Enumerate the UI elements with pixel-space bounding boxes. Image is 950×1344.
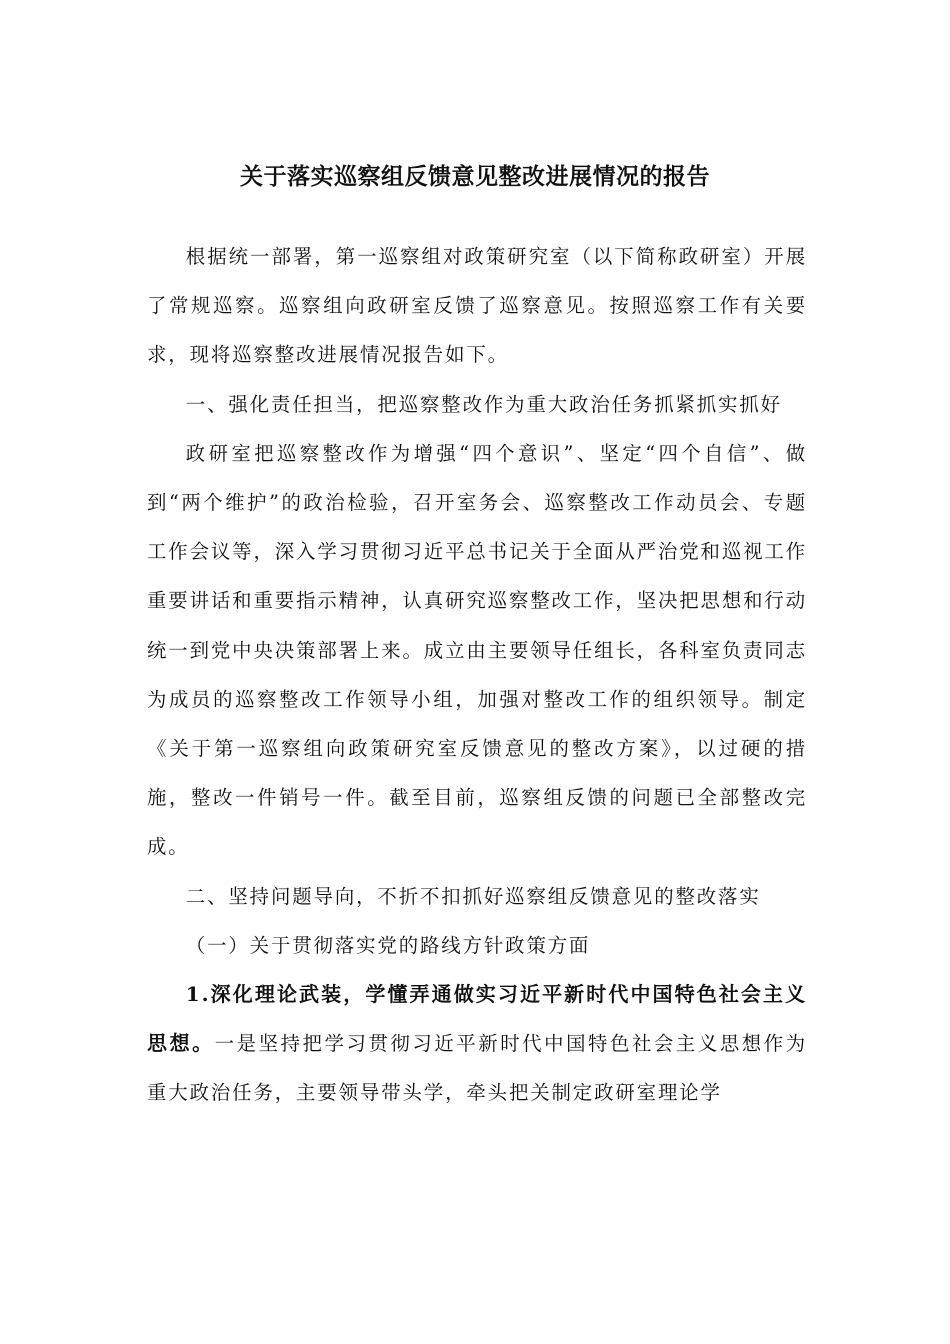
document-title: 关于落实巡察组反馈意见整改进展情况的报告 (240, 163, 710, 190)
paragraph-section-1: 政研室把巡察整改作为增强“四个意识”、坚定“四个自信”、做到“两个维护”的政治检验，召开室务会、巡察整改工作动员会、专题工作会议等，深入学习贯彻习近平总书记关于全面从严治党和巡视工作重要讲话和重要指示精神，认真研究巡察整改工作，坚决把思想和行动统一到党中央决策部署上来。成立由主要领导任组长，各科室负责同志为成员的巡察整改工作领导小组，加强对整改工作的组织领导。制定《关于第一巡察组向政策研究室反馈意见的整改方案》，以过硬的措施，整改一件销号一件。截至目前，巡察组反馈的问题已全部整改完成。 (147, 441, 808, 859)
paragraph-item-1 (147, 970, 807, 1118)
heading-section-2: 二、坚持问题导向，不折不扣抓好巡察组反馈意见的整改落实 (185, 884, 761, 908)
item-1-text: 一是坚持把学习贯彻习近平新时代中国特色社会主义思想作为重大政治任务，主要领导带头学，牵头把关制定政研室理论学 (147, 1032, 807, 1105)
item-1-bold-lead: 1.深化理论武装，学懂弄通做实习近平新时代中国特色社会主义思想。 (147, 982, 807, 1056)
document-body (147, 232, 807, 1118)
subheading-1: （一）关于贯彻落实党的路线方针政策方面 (185, 933, 591, 957)
paragraph-intro: 根据统一部署，第一巡察组对政策研究室（以下简称政研室）开展了常规巡察。巡察组向政研室反馈了巡察意见。按照巡察工作有关要求，现将巡察整改进展情况报告如下。 (147, 245, 807, 367)
heading-section-1: 一、强化责任担当，把巡察整改作为重大政治任务抓紧抓实抓好 (185, 392, 782, 416)
